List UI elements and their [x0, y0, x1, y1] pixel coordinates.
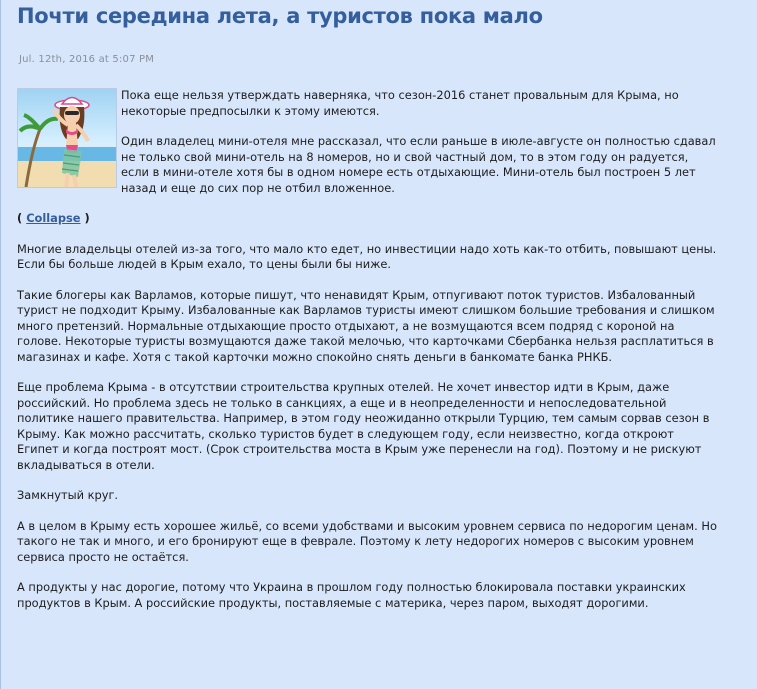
- intro-paragraph: Пока еще нельзя утверждать наверняка, что сезон-2016 станет провальным для Крыма, но некоторые предпосылки к этому имеются.: [121, 88, 679, 118]
- body-paragraph: Замкнутый круг.: [17, 488, 119, 502]
- post-title[interactable]: Почти середина лета, а туристов пока мало: [17, 4, 543, 28]
- body-paragraph: Многие владельцы отелей из-за того, что мало кто едет, но инвестиции надо хоть как-то отбить, повышают цены. Если бы больше людей в Крым ехало, то цены были бы ниже.: [17, 241, 717, 271]
- post-intro: [17, 88, 717, 196]
- post-date: Jul. 12th, 2016 at 5:07 PM: [19, 54, 155, 65]
- body-paragraph: А продукты у нас дорогие, потому что Украина в прошлом году полностью блокировала поставки украинских продуктов в Крым. А российские продукты, поставляемые с материка, через паром, выходят дорогими.: [17, 580, 686, 610]
- body-paragraph: А в целом в Крыму есть хорошее жильё, со всеми удобствами и высоким уровнем сервиса по недорогим ценам. Но такого не так и много, и его бронируют еще в феврале. Поэтому к лету недорогих номеров с высоким уровнем сервиса просто не остаётся.: [17, 518, 717, 564]
- collapse-open-paren: (: [17, 211, 23, 225]
- body-paragraph: Еще проблема Крыма - в отсутствии строительства крупных отелей. Не хочет инвестор идти в Крым, даже российский. Но проблема здесь не только в санкциях, а еще и в неопределенности и непоследовательной политике нашего правительства. Например, в этом году неожиданно открыли Турцию, тем самым сорвав сезон в Крыму. Как можно рассчитать, сколько туристов будет в следующем году, если неизвестно, когда откроют Египет и когда построят мост. (Срок строительства моста в Крым уже перенесли на год). Поэтому и не рискуют вкладываться в отели.: [17, 380, 710, 472]
- collapse-link[interactable]: Collapse: [26, 211, 81, 225]
- body-paragraph: Такие блогеры как Варламов, которые пишут, что ненавидят Крым, отпугивают поток туристов. Избалованный турист не подходит Крыму. Избалованные как Варламов туристы имеют слишком большие требования и слишком много претензий. Нормальные отдыхающие просто отдыхают, а не возмущаются всем подряд с короной на голове. Некоторые туристы возмущаются даже такой мелочью, что карточками Сбербанка нельзя расплатиться в магазинах и кафе. Хотя с такой карточки можно спокойно снять деньги в банкомате банка РНКБ.: [17, 287, 715, 364]
- post-body: [17, 88, 717, 626]
- collapse-close-paren: ): [84, 211, 90, 225]
- intro-paragraph: Один владелец мини-отеля мне рассказал, что если раньше в июле-августе он полностью сдавал не только свой мини-отель на 8 номеров, но и свой частный дом, то в этом году он радуется, если в мини-отеле хотя бы в одном номере есть отдыхающие. Мини-отель был построен 5 лет назад и еще до сих пор не отбил вложенное.: [121, 134, 716, 195]
- collapse-toggle: [17, 211, 717, 227]
